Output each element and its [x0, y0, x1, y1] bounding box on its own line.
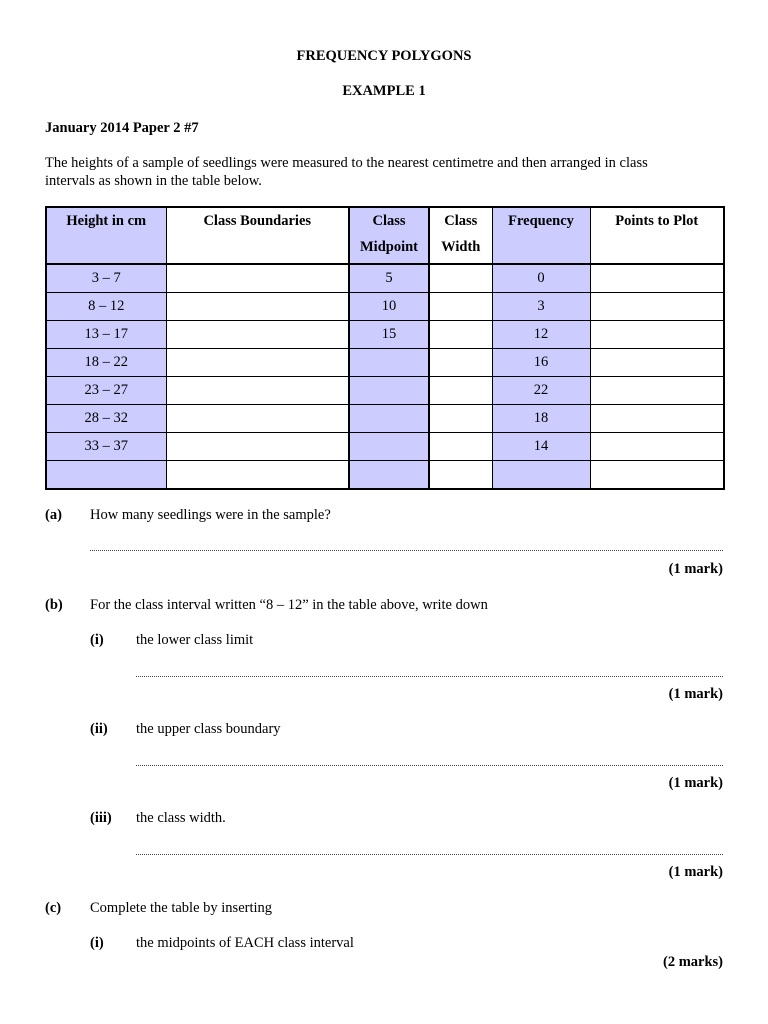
cell-class-boundaries[interactable]	[166, 405, 349, 433]
cell-class-width[interactable]	[429, 433, 492, 461]
cell-height: 28 – 32	[46, 405, 166, 433]
intro-paragraph	[45, 154, 725, 190]
answer-line-b-iii[interactable]	[136, 854, 723, 855]
cell-frequency: 3	[492, 293, 590, 321]
table-header-row	[46, 207, 724, 264]
cell-frequency: 12	[492, 321, 590, 349]
cell-class-boundaries[interactable]	[166, 321, 349, 349]
cell-height: 13 – 17	[46, 321, 166, 349]
cell-frequency	[492, 461, 590, 490]
cell-points-to-plot[interactable]	[590, 405, 724, 433]
cell-class-width[interactable]	[429, 264, 492, 293]
intro-line-1: The heights of a sample of seedlings were measured to the nearest centimetre and then arranged in class	[45, 155, 648, 171]
answer-line-a[interactable]	[90, 550, 723, 551]
answer-line-b-ii[interactable]	[136, 765, 723, 766]
question-c-i-label: (i)	[90, 935, 104, 951]
cell-class-width[interactable]	[429, 405, 492, 433]
cell-class-boundaries[interactable]	[166, 349, 349, 377]
header-points-to-plot: Points to Plot	[590, 207, 724, 264]
header-class-midpoint	[349, 207, 429, 264]
frequency-table	[45, 206, 725, 490]
cell-class-width[interactable]	[429, 321, 492, 349]
cell-class-boundaries[interactable]	[166, 461, 349, 490]
question-b-iii-text: the class width.	[136, 810, 226, 826]
table-row	[46, 433, 724, 461]
header-class-width	[429, 207, 492, 264]
header-class-boundaries: Class Boundaries	[166, 207, 349, 264]
question-c-text: Complete the table by inserting	[90, 900, 273, 916]
question-a-mark: (1 mark)	[668, 561, 723, 577]
question-a-label: (a)	[45, 507, 62, 523]
cell-height: 23 – 27	[46, 377, 166, 405]
table-row	[46, 293, 724, 321]
cell-points-to-plot[interactable]	[590, 433, 724, 461]
cell-class-midpoint[interactable]	[349, 349, 429, 377]
cell-class-width[interactable]	[429, 293, 492, 321]
cell-class-width[interactable]	[429, 349, 492, 377]
answer-line-b-i[interactable]	[136, 676, 723, 677]
cell-height: 8 – 12	[46, 293, 166, 321]
page-title: FREQUENCY POLYGONS	[296, 48, 472, 64]
cell-frequency: 16	[492, 349, 590, 377]
header-frequency: Frequency	[492, 207, 590, 264]
header-height: Height in cm	[46, 207, 166, 264]
header-width-line2: Width	[441, 239, 481, 255]
table-row	[46, 377, 724, 405]
question-c-i-mark: (2 marks)	[662, 954, 723, 970]
intro-line-2: intervals as shown in the table below.	[45, 173, 262, 189]
question-b-ii-mark: (1 mark)	[668, 775, 723, 791]
table-row	[46, 461, 724, 490]
header-midpoint-line1: Class	[372, 213, 406, 229]
question-b-label: (b)	[45, 597, 63, 613]
exam-source: January 2014 Paper 2 #7	[45, 120, 199, 136]
table-row	[46, 349, 724, 377]
cell-points-to-plot[interactable]	[590, 377, 724, 405]
question-a-text: How many seedlings were in the sample?	[90, 507, 331, 523]
question-b-ii-label: (ii)	[90, 721, 108, 737]
cell-frequency: 18	[492, 405, 590, 433]
question-b-iii-mark: (1 mark)	[668, 864, 723, 880]
cell-class-midpoint[interactable]: 15	[349, 321, 429, 349]
cell-class-boundaries[interactable]	[166, 433, 349, 461]
table-row	[46, 405, 724, 433]
cell-class-midpoint[interactable]: 5	[349, 264, 429, 293]
cell-class-width[interactable]	[429, 377, 492, 405]
cell-class-boundaries[interactable]	[166, 293, 349, 321]
cell-height: 33 – 37	[46, 433, 166, 461]
question-c-label: (c)	[45, 900, 62, 916]
cell-class-boundaries[interactable]	[166, 264, 349, 293]
cell-class-midpoint[interactable]	[349, 405, 429, 433]
cell-class-midpoint[interactable]	[349, 461, 429, 490]
cell-height: 3 – 7	[46, 264, 166, 293]
table-row	[46, 321, 724, 349]
header-midpoint-line2: Midpoint	[359, 239, 418, 255]
cell-class-midpoint[interactable]	[349, 377, 429, 405]
cell-class-boundaries[interactable]	[166, 377, 349, 405]
question-b-i-mark: (1 mark)	[668, 686, 723, 702]
question-b-ii-text: the upper class boundary	[136, 721, 281, 737]
cell-frequency: 14	[492, 433, 590, 461]
header-width-line1: Class	[444, 213, 478, 229]
cell-frequency: 22	[492, 377, 590, 405]
cell-class-midpoint[interactable]: 10	[349, 293, 429, 321]
cell-points-to-plot[interactable]	[590, 321, 724, 349]
question-b-i-label: (i)	[90, 632, 104, 648]
cell-class-width[interactable]	[429, 461, 492, 490]
cell-height	[46, 461, 166, 490]
question-b-i-text: the lower class limit	[136, 632, 254, 648]
cell-frequency: 0	[492, 264, 590, 293]
question-b-iii-label: (iii)	[90, 810, 112, 826]
cell-height: 18 – 22	[46, 349, 166, 377]
page-subtitle: EXAMPLE 1	[342, 83, 426, 99]
cell-points-to-plot[interactable]	[590, 264, 724, 293]
cell-points-to-plot[interactable]	[590, 461, 724, 490]
cell-class-midpoint[interactable]	[349, 433, 429, 461]
question-c-i-text: the midpoints of EACH class interval	[136, 935, 354, 951]
cell-points-to-plot[interactable]	[590, 349, 724, 377]
table-row	[46, 264, 724, 293]
question-b-text: For the class interval written “8 – 12” in the table above, write down	[90, 597, 488, 613]
cell-points-to-plot[interactable]	[590, 293, 724, 321]
